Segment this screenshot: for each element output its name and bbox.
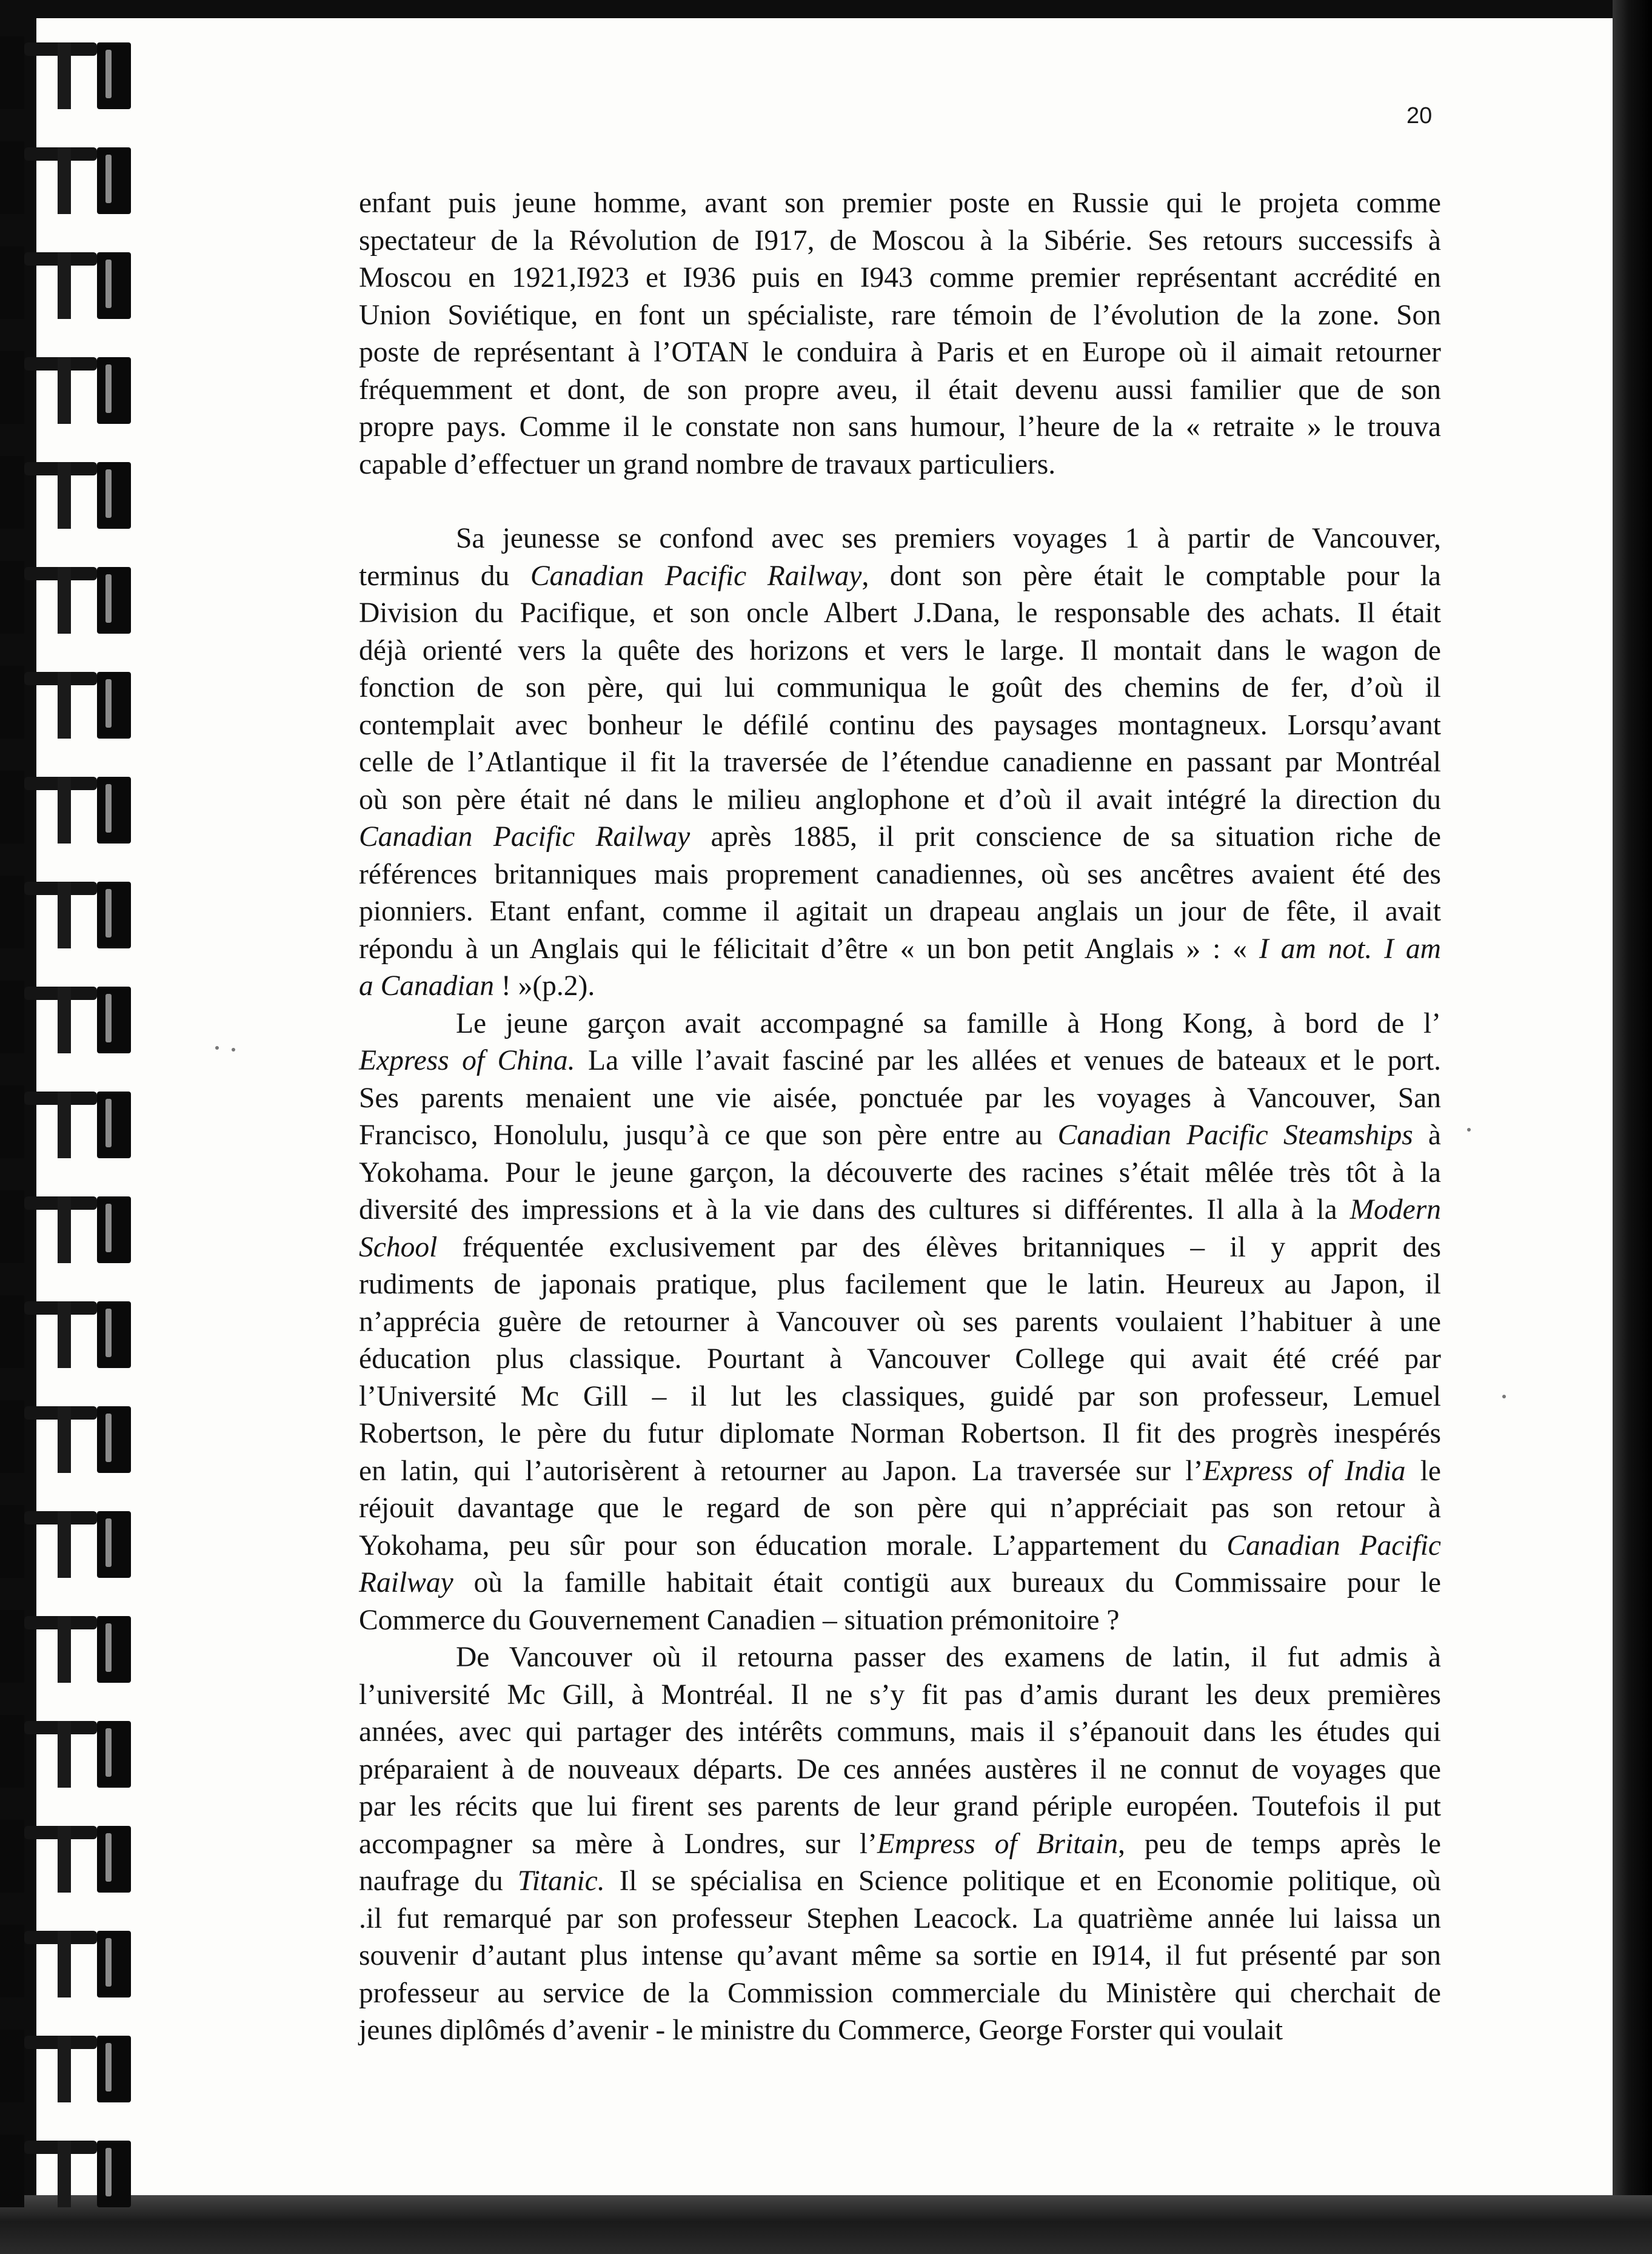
text-line: terminus du Canadian Pacific Railway, dont son père était le comptable pour la bbox=[359, 560, 1442, 592]
text-line: par les récits que lui firent ses parents de leur grand périple européen. Toutefois il put bbox=[359, 1791, 1441, 1822]
text-line: fréquemment et dont, de son propre aveu, il était devenu aussi familier que de son bbox=[359, 374, 1441, 406]
text-line: l’Université Mc Gill – il lut les classiques, guidé par son professeur, Lemuel bbox=[359, 1380, 1441, 1412]
page-number: 20 bbox=[1406, 103, 1433, 129]
text-line: diversité des impressions et à la vie dans des cultures si différentes. Il alla à la Modern bbox=[359, 1194, 1441, 1226]
body-text bbox=[359, 185, 1441, 2050]
binding-ring bbox=[0, 24, 139, 115]
binding-ring bbox=[0, 1073, 139, 1164]
text-line: préparaient à de nouveaux départs. De ces années austères il ne connut de voyages que bbox=[359, 1753, 1441, 1785]
binding-ring bbox=[0, 1283, 139, 1374]
text-line: Division du Pacifique, et son oncle Albert J.Dana, le responsable des achats. Il était bbox=[359, 597, 1441, 629]
text-line: contemplait avec bonheur le défilé continu des paysages montagneux. Lorsqu’avant bbox=[359, 709, 1441, 741]
binding-ring bbox=[0, 968, 139, 1059]
text-line: professeur au service de la Commission commerciale du Ministère qui cherchait de bbox=[359, 1977, 1441, 2009]
text-line: Canadian Pacific Railway après 1885, il prit conscience de sa situation riche de bbox=[359, 821, 1441, 853]
text-line: déjà orienté vers la quête des horizons et vers le large. Il montait dans le wagon de bbox=[359, 634, 1441, 666]
binding-ring bbox=[0, 759, 139, 850]
text-line: n’apprécia guère de retourner à Vancouver où ses parents voulaient l’habituer à une bbox=[359, 1306, 1441, 1338]
text-line: pionniers. Etant enfant, comme il agitait un drapeau anglais un jour de fête, il avait bbox=[359, 896, 1441, 927]
binding-ring bbox=[0, 2018, 139, 2108]
text-line: accompagner sa mère à Londres, sur l’Empress of Britain, peu de temps après le bbox=[359, 1828, 1441, 1860]
binding-ring bbox=[0, 339, 139, 430]
text-line: jeunes diplômés d’avenir - le ministre du Commerce, George Forster qui voulait bbox=[359, 2014, 1283, 2046]
text-line: poste de représentant à l’OTAN le conduira à Paris et en Europe où il aimait retourner bbox=[359, 337, 1441, 368]
text-line: Sa jeunesse se confond avec ses premiers voyages 1 à partir de Vancouver, bbox=[456, 523, 1441, 554]
text-line: Le jeune garçon avait accompagné sa famille à Hong Kong, à bord de l’ bbox=[456, 1007, 1441, 1039]
text-line: capable d’effectuer un grand nombre de travaux particuliers. bbox=[359, 448, 1056, 480]
binding-ring bbox=[0, 1178, 139, 1269]
scan-speck bbox=[1502, 1395, 1506, 1398]
scan-speck bbox=[232, 1048, 235, 1052]
binding-ring bbox=[0, 129, 139, 220]
text-line: enfant puis jeune homme, avant son premier poste en Russie qui le projeta comme bbox=[359, 187, 1441, 219]
text-line: De Vancouver où il retourna passer des examens de latin, il fut admis à bbox=[456, 1642, 1441, 1673]
text-line: Union Soviétique, en font un spécialiste, rare témoin de l’évolution de la zone. Son bbox=[359, 299, 1441, 331]
text-line: Robertson, le père du futur diplomate Norman Robertson. Il fit des progrès inespérés bbox=[359, 1418, 1441, 1449]
text-line: Francisco, Honolulu, jusqu’à ce que son père entre au Canadian Pacific Steamships à bbox=[359, 1119, 1441, 1151]
text-line: en latin, qui l’autorisèrent à retourner au Japon. La traversée sur l’Express of India le bbox=[359, 1455, 1442, 1487]
text-line: a Canadian ! »(p.2). bbox=[359, 970, 595, 1002]
paragraph bbox=[359, 1005, 1441, 1640]
paragraph bbox=[359, 520, 1441, 1005]
scan-right-edge bbox=[1613, 0, 1652, 2254]
text-line: propre pays. Comme il le constate non sans humour, l’heure de la « retraite » le trouva bbox=[359, 411, 1441, 443]
text-line: où son père était né dans le milieu anglophone et d’où il avait intégré la direction du bbox=[359, 783, 1441, 816]
binding-ring bbox=[0, 654, 139, 745]
paragraph bbox=[359, 1639, 1441, 2050]
text-line: School fréquentée exclusivement par des élèves britanniques – il y apprit des bbox=[359, 1231, 1441, 1263]
text-line: celle de l’Atlantique il fit la traversée de l’étendue canadienne en passant par Montréal bbox=[359, 746, 1441, 778]
text-line: .il fut remarqué par son professeur Stephen Leacock. La quatrième année lui laissa un bbox=[359, 1902, 1441, 1934]
binding-ring bbox=[0, 1388, 139, 1479]
text-line: références britanniques mais proprement canadiennes, où ses ancêtres avaient été des bbox=[359, 858, 1441, 890]
scan-speck bbox=[215, 1046, 219, 1050]
spiral-binding bbox=[0, 0, 139, 2254]
binding-ring bbox=[0, 864, 139, 954]
binding-ring bbox=[0, 1703, 139, 1794]
text-line: Commerce du Gouvernement Canadien – situation prémonitoire ? bbox=[359, 1604, 1120, 1636]
text-line: naufrage du Titanic. Il se spécialisa en Science politique et en Economie politique, où bbox=[359, 1865, 1441, 1897]
binding-ring bbox=[0, 1913, 139, 2004]
text-line: Yokohama, peu sûr pour son éducation morale. L’appartement du Canadian Pacific bbox=[359, 1529, 1441, 1561]
binding-ring bbox=[0, 1598, 139, 1689]
text-line: Moscou en 1921,I923 et I936 puis en I943 comme premier représentant accrédité en bbox=[359, 262, 1441, 293]
text-line: Railway où la famille habitait était contigü aux bureaux du Commissaire pour le bbox=[359, 1567, 1441, 1598]
binding-ring bbox=[0, 549, 139, 640]
text-line: éducation plus classique. Pourtant à Vancouver College qui avait été créé par bbox=[359, 1343, 1441, 1375]
binding-ring bbox=[0, 1493, 139, 1584]
text-line: réjouit davantage que le regard de son père qui n’appréciait pas son retour à bbox=[359, 1492, 1441, 1524]
binding-ring bbox=[0, 234, 139, 325]
text-line: spectateur de la Révolution de I917, de Moscou à la Sibérie. Ses retours successifs à bbox=[359, 224, 1441, 257]
text-line: années, avec qui partager des intérêts communs, mais il s’épanouit dans les études qui bbox=[359, 1716, 1441, 1748]
text-line: répondu à un Anglais qui le félicitait d’être « un bon petit Anglais » : « I am not. I am bbox=[359, 933, 1441, 965]
paragraph bbox=[359, 185, 1441, 483]
binding-ring bbox=[0, 444, 139, 535]
binding-ring bbox=[0, 1808, 139, 1899]
text-line: l’université Mc Gill, à Montréal. Il ne s’y fit pas d’amis durant les deux premières bbox=[359, 1679, 1441, 1711]
text-line: Yokohama. Pour le jeune garçon, la découverte des racines s’était mêlée très tôt à la bbox=[359, 1156, 1441, 1189]
text-line: Express of China. La ville l’avait fasciné par les allées et venues de bateaux et le port. bbox=[359, 1045, 1441, 1076]
text-line: souvenir d’autant plus intense qu’avant même sa sortie en I914, il fut présenté par son bbox=[359, 1940, 1441, 1971]
scan-bottom-edge bbox=[0, 2195, 1652, 2254]
scan-speck bbox=[1467, 1128, 1471, 1132]
binding-ring bbox=[0, 2122, 139, 2213]
text-line: rudiments de japonais pratique, plus facilement que le latin. Heureux au Japon, il bbox=[359, 1269, 1441, 1300]
text-line: Ses parents menaient une vie aisée, ponctuée par les voyages à Vancouver, San bbox=[359, 1082, 1441, 1114]
text-line: fonction de son père, qui lui communiqua le goût des chemins de fer, d’où il bbox=[359, 672, 1441, 703]
